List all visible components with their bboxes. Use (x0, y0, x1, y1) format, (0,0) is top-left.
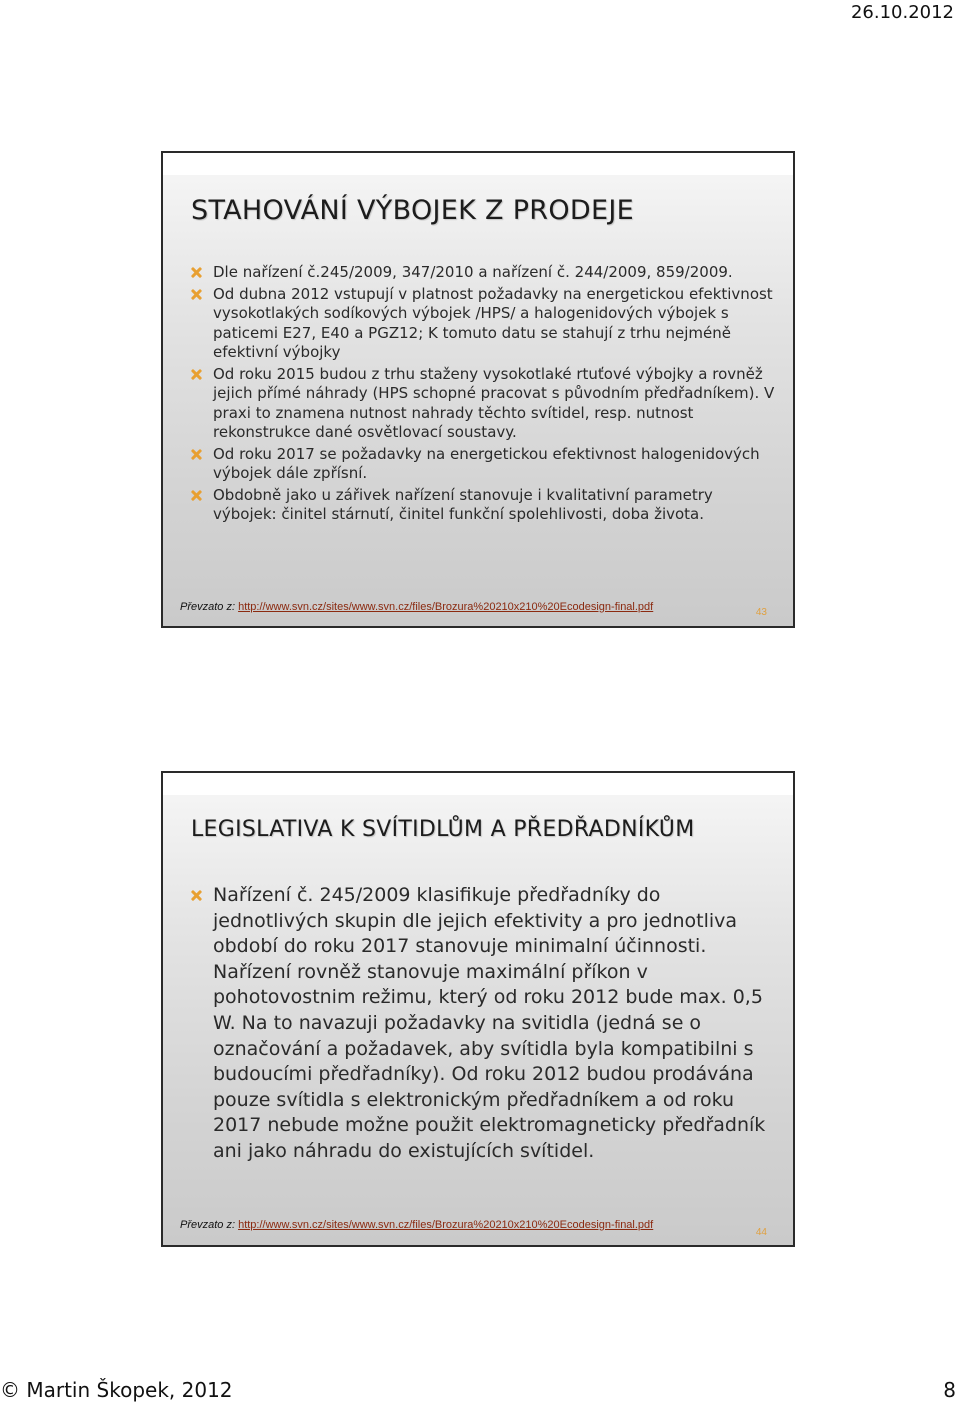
x-bullet-icon (191, 369, 202, 380)
slide-43 (161, 151, 795, 628)
bullet-item (185, 486, 775, 525)
bullet-list (185, 883, 775, 1165)
bullet-item (185, 365, 775, 443)
source-prefix: Převzato z: (180, 601, 239, 613)
page-date: 26.10.2012 (850, 2, 954, 23)
x-bullet-icon (191, 289, 202, 300)
x-bullet-icon (191, 449, 202, 460)
source-link[interactable]: http://www.svn.cz/sites/www.svn.cz/files/Brozura%20210x210%20Ecodesign-final.pdf (238, 1219, 654, 1231)
bullet-item (185, 445, 775, 484)
bullet-text: Od dubna 2012 vstupují v platnost požadavky na energetickou efektivnost vysokotlakých sodíkových výbojek /HPS/ a halogenidových výbojek s paticemi E27, E40 a PGZ12; K tomuto datu se stahují z trhu nejméně efektivní výbojky (213, 284, 773, 361)
bullet-text: Dle nařízení č.245/2009, 347/2010 a nařízení č. 244/2009, 859/2009. (213, 263, 733, 281)
footer-page-number: 8 (943, 1378, 956, 1402)
bullet-item (185, 883, 775, 1165)
slide-44 (161, 771, 795, 1247)
source-link[interactable]: http://www.svn.cz/sites/www.svn.cz/files/Brozura%20210x210%20Ecodesign-final.pdf (238, 601, 654, 613)
slide-number: 43 (755, 607, 767, 618)
slide-number: 44 (755, 1227, 767, 1238)
bullet-text: Nařízení č. 245/2009 klasifikuje předřadníky do jednotlivých skupin dle jejich efektivity a pro jednotliva období do roku 2017 stanovuje minimalní účinnosti. Nařízení rovněž stanovuje maximální příkon v pohotovostnim režimu, který od roku 2012 bude max. 0,5 W. Na to navazuji požadavky na svitidla (jedná se o označování a požadavek, aby svítidla byla kompatibilni s budoucími předřadníky). Od roku 2012 budou prodávána pouze svítidla s elektronickým předřadníkem a od roku 2017 nebude možne použit elektromagneticky předřadník ani jako náhradu do existujících svítidel. (213, 884, 766, 1162)
source-prefix: Převzato z: (180, 1219, 239, 1231)
slide-title: STAHOVÁNÍ VÝBOJEK Z PRODEJE (191, 195, 634, 226)
source-citation (180, 1219, 653, 1231)
x-bullet-icon (191, 890, 202, 901)
bullet-item (185, 263, 775, 283)
slide-title: LEGISLATIVA K SVÍTIDLŮM A PŘEDŘADNÍKŮM (191, 817, 695, 842)
bullet-text: Od roku 2015 budou z trhu staženy vysokotlaké rtuťové výbojky a rovněž jejich přímé náhrady (HPS schopné pracovat s původním předřadníkem). V praxi to znamena nutnost nahrady těchto svítidel, resp. nutnost rekonstrukce dané osvětlovací soustavy. (213, 364, 775, 441)
bullet-list (185, 263, 775, 527)
bullet-item (185, 285, 775, 363)
footer-author: © Martin Škopek, 2012 (0, 1378, 233, 1402)
bullet-text: Obdobně jako u zářivek nařízení stanovuje i kvalitativní parametry výbojek: činitel stárnutí, činitel funkční spolehlivosti, doba života. (213, 485, 713, 523)
x-bullet-icon (191, 490, 202, 501)
source-citation (180, 601, 653, 613)
x-bullet-icon (191, 267, 202, 278)
bullet-text: Od roku 2017 se požadavky na energetickou efektivnost halogenidových výbojek dále zpřísní. (213, 444, 760, 482)
